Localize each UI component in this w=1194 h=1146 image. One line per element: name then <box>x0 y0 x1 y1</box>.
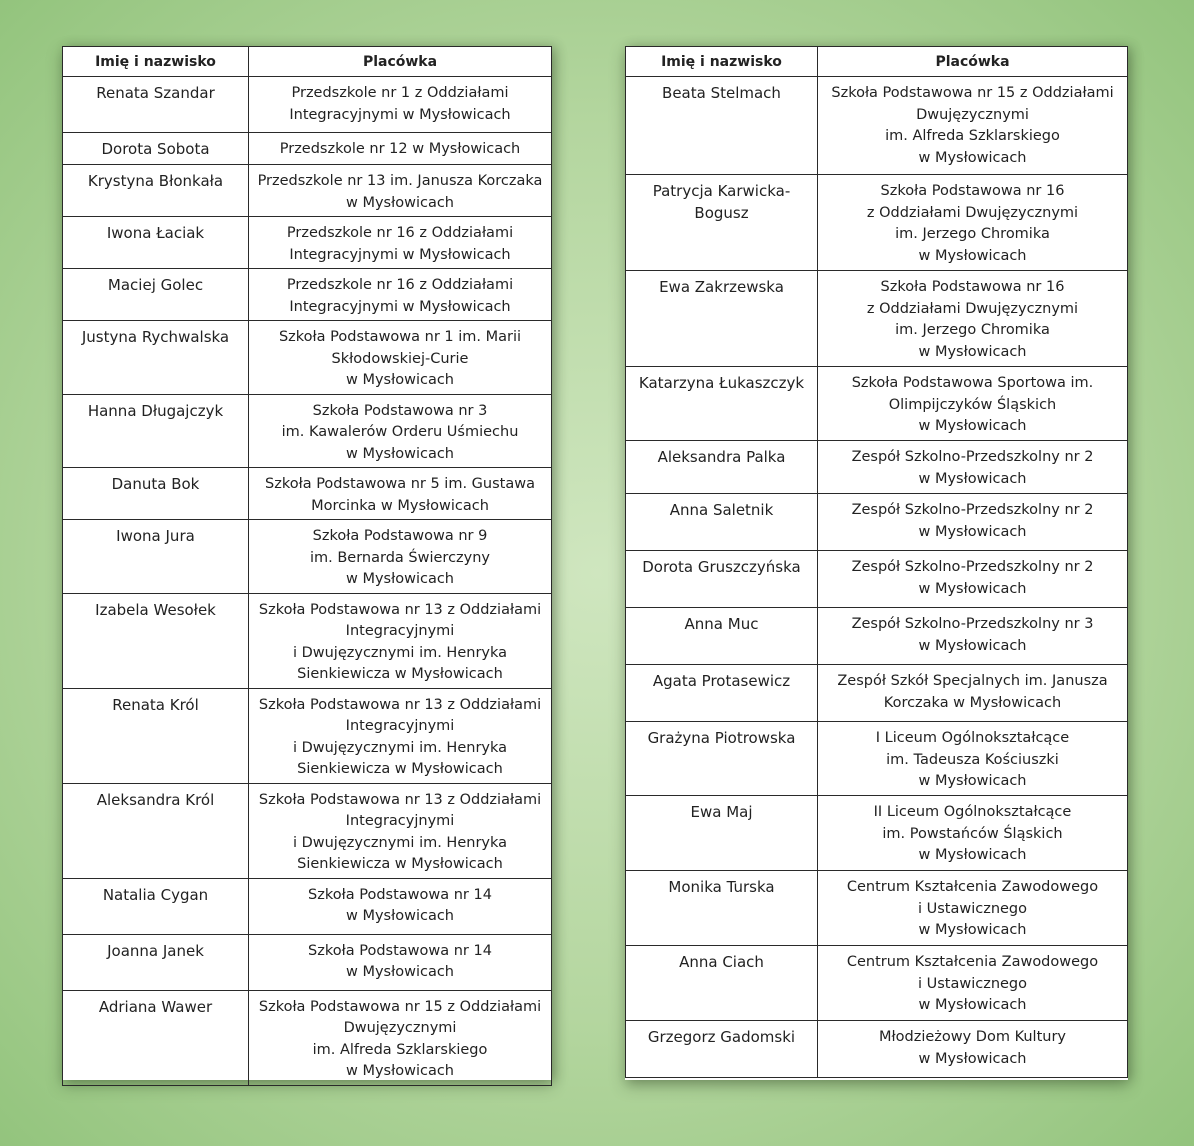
person-name: Izabela Wesołek <box>63 593 249 688</box>
institution-name: Zespół Szkół Specjalnych im. Janusza Korczaka w Mysłowicach <box>818 665 1128 722</box>
header-place: Placówka <box>818 47 1128 77</box>
table-row <box>63 593 552 688</box>
table-row <box>63 520 552 594</box>
person-name: Dorota Sobota <box>63 133 249 165</box>
person-name: Krystyna Błonkała <box>63 165 249 217</box>
table-row <box>63 934 552 990</box>
institution-name: Szkoła Podstawowa nr 14 w Mysłowicach <box>249 934 552 990</box>
person-name: Hanna Długajczyk <box>63 394 249 468</box>
table-row <box>626 551 1128 608</box>
person-name: Iwona Jura <box>63 520 249 594</box>
institution-name: Szkoła Podstawowa nr 14 w Mysłowicach <box>249 878 552 934</box>
person-name: Aleksandra Palka <box>626 441 818 494</box>
table-row <box>63 269 552 321</box>
institution-name: Przedszkole nr 1 z Oddziałami Integracyjnymi w Mysłowicach <box>249 77 552 133</box>
table-row <box>626 608 1128 665</box>
person-name: Maciej Golec <box>63 269 249 321</box>
table-row <box>626 722 1128 796</box>
institution-name: Centrum Kształcenia Zawodowego i Ustawicznego w Mysłowicach <box>818 871 1128 946</box>
table-row <box>626 1021 1128 1078</box>
person-name: Katarzyna Łukaszczyk <box>626 367 818 441</box>
institution-name: Szkoła Podstawowa nr 16 z Oddziałami Dwujęzycznymi im. Jerzego Chromika w Mysłowicach <box>818 271 1128 367</box>
person-name: Grzegorz Gadomski <box>626 1021 818 1078</box>
right-table-sheet <box>625 46 1128 1080</box>
left-table-sheet <box>62 46 552 1080</box>
person-name: Adriana Wawer <box>63 990 249 1085</box>
institution-name: Szkoła Podstawowa nr 3 im. Kawalerów Orderu Uśmiechu w Mysłowicach <box>249 394 552 468</box>
institution-name: Przedszkole nr 12 w Mysłowicach <box>249 133 552 165</box>
person-name: Ewa Maj <box>626 796 818 871</box>
institution-name: Szkoła Podstawowa nr 16 z Oddziałami Dwujęzycznymi im. Jerzego Chromika w Mysłowicach <box>818 175 1128 271</box>
institution-name: Szkoła Podstawowa nr 13 z Oddziałami Integracyjnymi i Dwujęzycznymi im. Henryka Sienkiewicza w Mysłowicach <box>249 783 552 878</box>
table-row <box>626 367 1128 441</box>
institution-name: Szkoła Podstawowa nr 15 z Oddziałami Dwujęzycznymi im. Alfreda Szklarskiego w Mysłowicach <box>249 990 552 1085</box>
person-name: Anna Muc <box>626 608 818 665</box>
institution-name: Młodzieżowy Dom Kultury w Mysłowicach <box>818 1021 1128 1078</box>
table-header-row <box>63 47 552 77</box>
institution-name: Szkoła Podstawowa nr 1 im. Marii Skłodowskiej-Curie w Mysłowicach <box>249 321 552 395</box>
table-row <box>63 688 552 783</box>
header-name: Imię i nazwisko <box>626 47 818 77</box>
table-row <box>626 271 1128 367</box>
institution-name: Szkoła Podstawowa nr 9 im. Bernarda Świerczyny w Mysłowicach <box>249 520 552 594</box>
person-name: Renata Król <box>63 688 249 783</box>
table-row <box>63 878 552 934</box>
table-row <box>63 321 552 395</box>
table-row <box>626 494 1128 551</box>
institution-name: Przedszkole nr 16 z Oddziałami Integracyjnymi w Mysłowicach <box>249 269 552 321</box>
header-name: Imię i nazwisko <box>63 47 249 77</box>
table-row <box>626 441 1128 494</box>
institution-name: II Liceum Ogólnokształcące im. Powstańców Śląskich w Mysłowicach <box>818 796 1128 871</box>
institution-name: Przedszkole nr 16 z Oddziałami Integracyjnymi w Mysłowicach <box>249 217 552 269</box>
institution-name: Centrum Kształcenia Zawodowego i Ustawicznego w Mysłowicach <box>818 946 1128 1021</box>
person-name: Beata Stelmach <box>626 77 818 175</box>
table-row <box>626 871 1128 946</box>
person-name: Patrycja Karwicka-Bogusz <box>626 175 818 271</box>
person-name: Dorota Gruszczyńska <box>626 551 818 608</box>
table-row <box>63 165 552 217</box>
person-name: Renata Szandar <box>63 77 249 133</box>
institution-name: Szkoła Podstawowa nr 13 z Oddziałami Integracyjnymi i Dwujęzycznymi im. Henryka Sienkiewicza w Mysłowicach <box>249 688 552 783</box>
table-row <box>63 217 552 269</box>
institution-name: Szkoła Podstawowa nr 5 im. Gustawa Morcinka w Mysłowicach <box>249 468 552 520</box>
institution-name: I Liceum Ogólnokształcące im. Tadeusza Kościuszki w Mysłowicach <box>818 722 1128 796</box>
institution-name: Zespół Szkolno-Przedszkolny nr 2 w Mysłowicach <box>818 551 1128 608</box>
table-row <box>63 990 552 1085</box>
table-row <box>63 133 552 165</box>
person-name: Agata Protasewicz <box>626 665 818 722</box>
table-row <box>63 77 552 133</box>
person-name: Anna Ciach <box>626 946 818 1021</box>
institution-name: Zespół Szkolno-Przedszkolny nr 2 w Mysłowicach <box>818 441 1128 494</box>
person-name: Natalia Cygan <box>63 878 249 934</box>
person-name: Grażyna Piotrowska <box>626 722 818 796</box>
person-name: Anna Saletnik <box>626 494 818 551</box>
table-row <box>626 796 1128 871</box>
person-name: Ewa Zakrzewska <box>626 271 818 367</box>
table-row <box>626 946 1128 1021</box>
person-name: Monika Turska <box>626 871 818 946</box>
person-name: Aleksandra Król <box>63 783 249 878</box>
header-place: Placówka <box>249 47 552 77</box>
table-header-row <box>626 47 1128 77</box>
institution-name: Szkoła Podstawowa nr 13 z Oddziałami Integracyjnymi i Dwujęzycznymi im. Henryka Sienkiewicza w Mysłowicach <box>249 593 552 688</box>
institution-name: Przedszkole nr 13 im. Janusza Korczaka w Mysłowicach <box>249 165 552 217</box>
person-name: Iwona Łaciak <box>63 217 249 269</box>
right-table <box>625 46 1128 1078</box>
left-table-body <box>63 77 552 1086</box>
institution-name: Zespół Szkolno-Przedszkolny nr 2 w Mysłowicach <box>818 494 1128 551</box>
table-row <box>626 175 1128 271</box>
table-row <box>626 665 1128 722</box>
institution-name: Zespół Szkolno-Przedszkolny nr 3 w Mysłowicach <box>818 608 1128 665</box>
table-row <box>63 783 552 878</box>
institution-name: Szkoła Podstawowa Sportowa im. Olimpijczyków Śląskich w Mysłowicach <box>818 367 1128 441</box>
left-table <box>62 46 552 1086</box>
right-table-body <box>626 77 1128 1078</box>
table-row <box>626 77 1128 175</box>
institution-name: Szkoła Podstawowa nr 15 z Oddziałami Dwujęzycznymi im. Alfreda Szklarskiego w Mysłowicach <box>818 77 1128 175</box>
person-name: Joanna Janek <box>63 934 249 990</box>
table-row <box>63 394 552 468</box>
person-name: Danuta Bok <box>63 468 249 520</box>
table-row <box>63 468 552 520</box>
person-name: Justyna Rychwalska <box>63 321 249 395</box>
